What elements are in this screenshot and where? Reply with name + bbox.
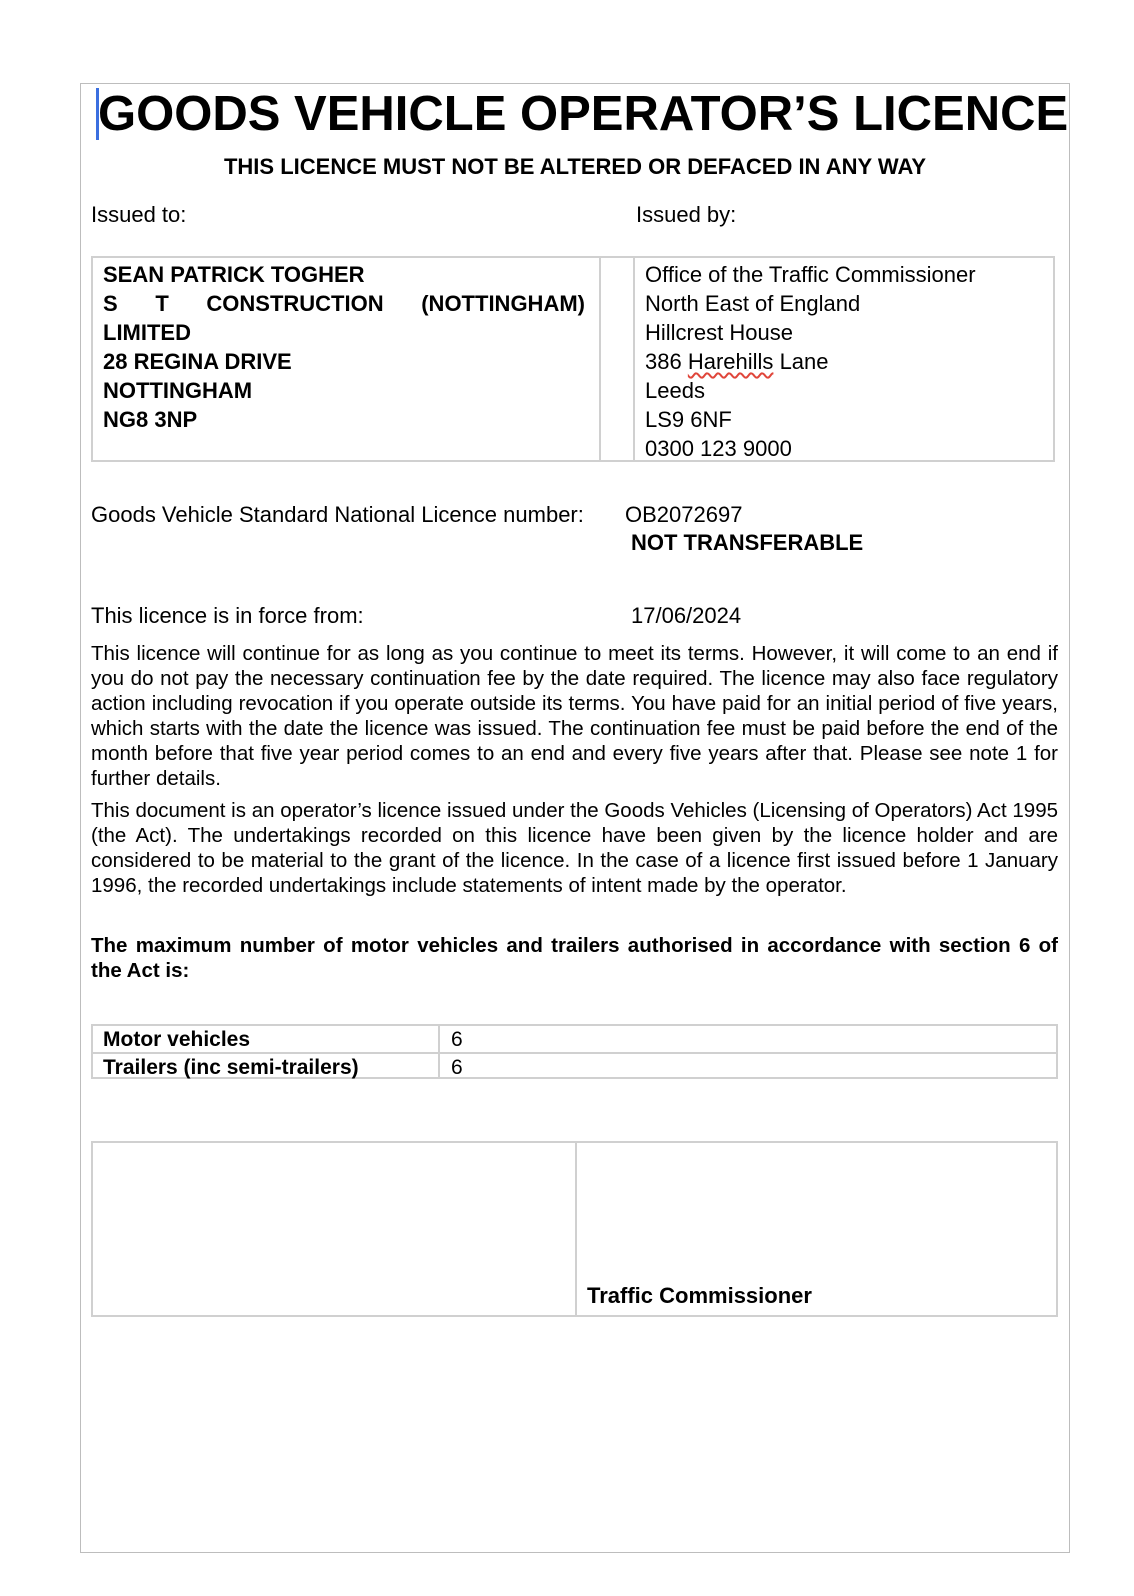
continuation-paragraph: This licence will continue for as long as you continue to meet its terms. However, it will come to an end if you do not pay the necessary continuation fee by the date required. The licence may also face regulatory action including revocation if you operate outside its terms. You have paid for an initial period of five years, which starts with the date the licence was issued. The continuation fee must be paid before the end of the month before that five year period comes to an end and every five years after that. Please see note 1 for further details. (91, 642, 1058, 790)
act-paragraph: This document is an operator’s licence issued under the Goods Vehicles (Licensing of Operators) Act 1995 (the Act). The undertakings recorded on this licence have been given by the licence holder and are considered to be material to the grant of the licence. In the case of a licence first issued before 1 January 1996, the recorded undertakings include statements of intent made by the operator. (91, 799, 1058, 897)
issuer-building: Hillcrest House (645, 320, 793, 345)
holder-company-line1 (103, 289, 585, 318)
holder-company-word: CONSTRUCTION (206, 291, 384, 316)
holder-company-line2: LIMITED (103, 320, 191, 345)
issuer-phone: 0300 123 9000 (645, 436, 792, 461)
in-force-date: 17/06/2024 (631, 603, 742, 628)
table-row (93, 1052, 1056, 1079)
holder-company-word: (NOTTINGHAM) (421, 291, 585, 316)
authorisation-heading: The maximum number of motor vehicles and trailers authorised in accordance with section 6 of the Act is: (91, 934, 1058, 982)
signature-table (91, 1141, 1058, 1317)
table-row (93, 1026, 1056, 1051)
issuer-street (645, 347, 976, 376)
signature-label: Traffic Commissioner (587, 1283, 812, 1308)
holder-postcode: NG8 3NP (103, 407, 198, 432)
holder-address (103, 260, 585, 434)
issuer-street-suffix: Lane (779, 349, 829, 374)
vehicle-type-label: Motor vehicles (103, 1028, 251, 1051)
spellcheck-flagged-word[interactable]: Harehills (687, 349, 774, 374)
vehicle-type-label: Trailers (inc semi-trailers) (103, 1056, 359, 1079)
table-divider (633, 258, 635, 460)
issuer-city: Leeds (645, 378, 705, 403)
in-force-label: This licence is in force from: (91, 603, 364, 628)
issued-by-label: Issued by: (636, 202, 737, 227)
issued-to-label: Issued to: (91, 202, 187, 227)
licence-subtitle: THIS LICENCE MUST NOT BE ALTERED OR DEFACED IN ANY WAY (223, 154, 926, 179)
licence-number: OB2072697 (625, 502, 743, 527)
holder-company-word: T (155, 291, 169, 316)
issuer-street-number: 386 (645, 349, 682, 374)
issuer-address (645, 260, 976, 463)
issuer-region: North East of England (645, 291, 861, 316)
table-divider (438, 1026, 440, 1077)
holder-city: NOTTINGHAM (103, 378, 253, 403)
table-divider (599, 258, 601, 460)
holder-street: 28 REGINA DRIVE (103, 349, 292, 374)
vehicle-count: 6 (451, 1028, 463, 1051)
licence-title: GOODS VEHICLE OPERATOR’S LICENCE (98, 87, 1069, 141)
licence-number-label: Goods Vehicle Standard National Licence number: (91, 502, 584, 527)
address-table (91, 256, 1055, 462)
table-divider (575, 1143, 577, 1315)
issuer-office: Office of the Traffic Commissioner (645, 262, 976, 287)
not-transferable-notice: NOT TRANSFERABLE (631, 530, 864, 555)
vehicle-count: 6 (451, 1056, 463, 1079)
holder-company-word: S (103, 291, 118, 316)
vehicle-authorisation-table (91, 1024, 1058, 1079)
holder-name: SEAN PATRICK TOGHER (103, 262, 365, 287)
issuer-postcode: LS9 6NF (645, 407, 732, 432)
